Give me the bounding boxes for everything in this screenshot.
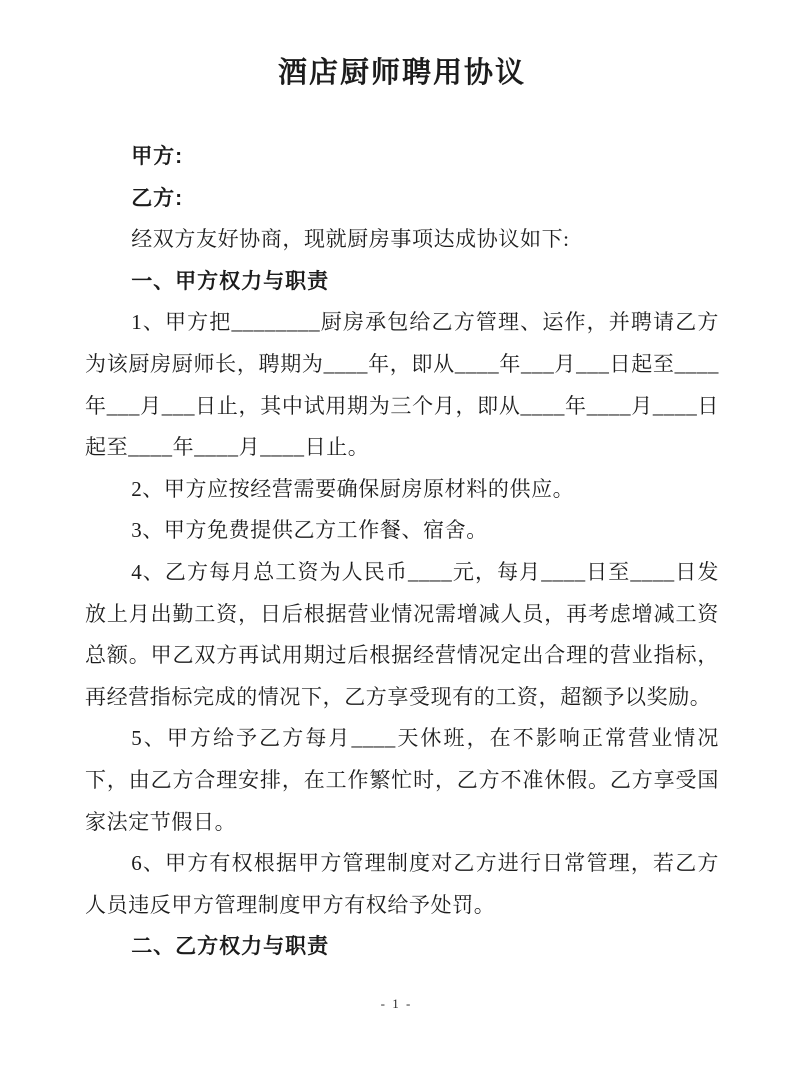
document-body xyxy=(85,54,719,968)
intro-text: 经双方友好协商，现就厨房事项达成协议如下: xyxy=(131,227,570,252)
page-number: - 1 - xyxy=(380,996,413,1011)
clause-2: 2、甲方应按经营需要确保厨房原材料的供应。 xyxy=(131,476,575,501)
clause-1: 1、甲方把________厨房承包给乙方管理、运作，并聘请乙方为该厨房厨师长，聘期为____年，即从____年___月___日起至____年___月___日止，其中试用期为三个月，即从____年____月____日起至____年____月____日止。 xyxy=(85,310,719,460)
document-title: 酒店厨师聘用协议 xyxy=(277,57,526,89)
party-a-label: 甲方: xyxy=(131,145,184,168)
section-1-heading: 一、甲方权力与职责 xyxy=(131,269,330,293)
clause-5: 5、甲方给予乙方每月____天休班，在不影响正常营业情况下，由乙方合理安排，在工作繁忙时，乙方不准休假。乙方享受国家法定节假日。 xyxy=(85,726,719,834)
clause-6: 6、甲方有权根据甲方管理制度对乙方进行日常管理，若乙方人员违反甲方管理制度甲方有权给予处罚。 xyxy=(85,851,719,917)
party-b-label: 乙方: xyxy=(131,186,184,210)
clause-3: 3、甲方免费提供乙方工作餐、宿舍。 xyxy=(131,518,488,543)
clause-4: 4、乙方每月总工资为人民币____元，每月____日至____日发放上月出勤工资，日后根据营业情况需增减人员，再考虑增减工资总额。甲乙双方再试用期过后根据经营情况定出合理的营业指标，再经营指标完成的情况下，乙方享受现有的工资，超额予以奖励。 xyxy=(85,559,719,709)
section-2-heading: 二、乙方权力与职责 xyxy=(131,935,330,959)
